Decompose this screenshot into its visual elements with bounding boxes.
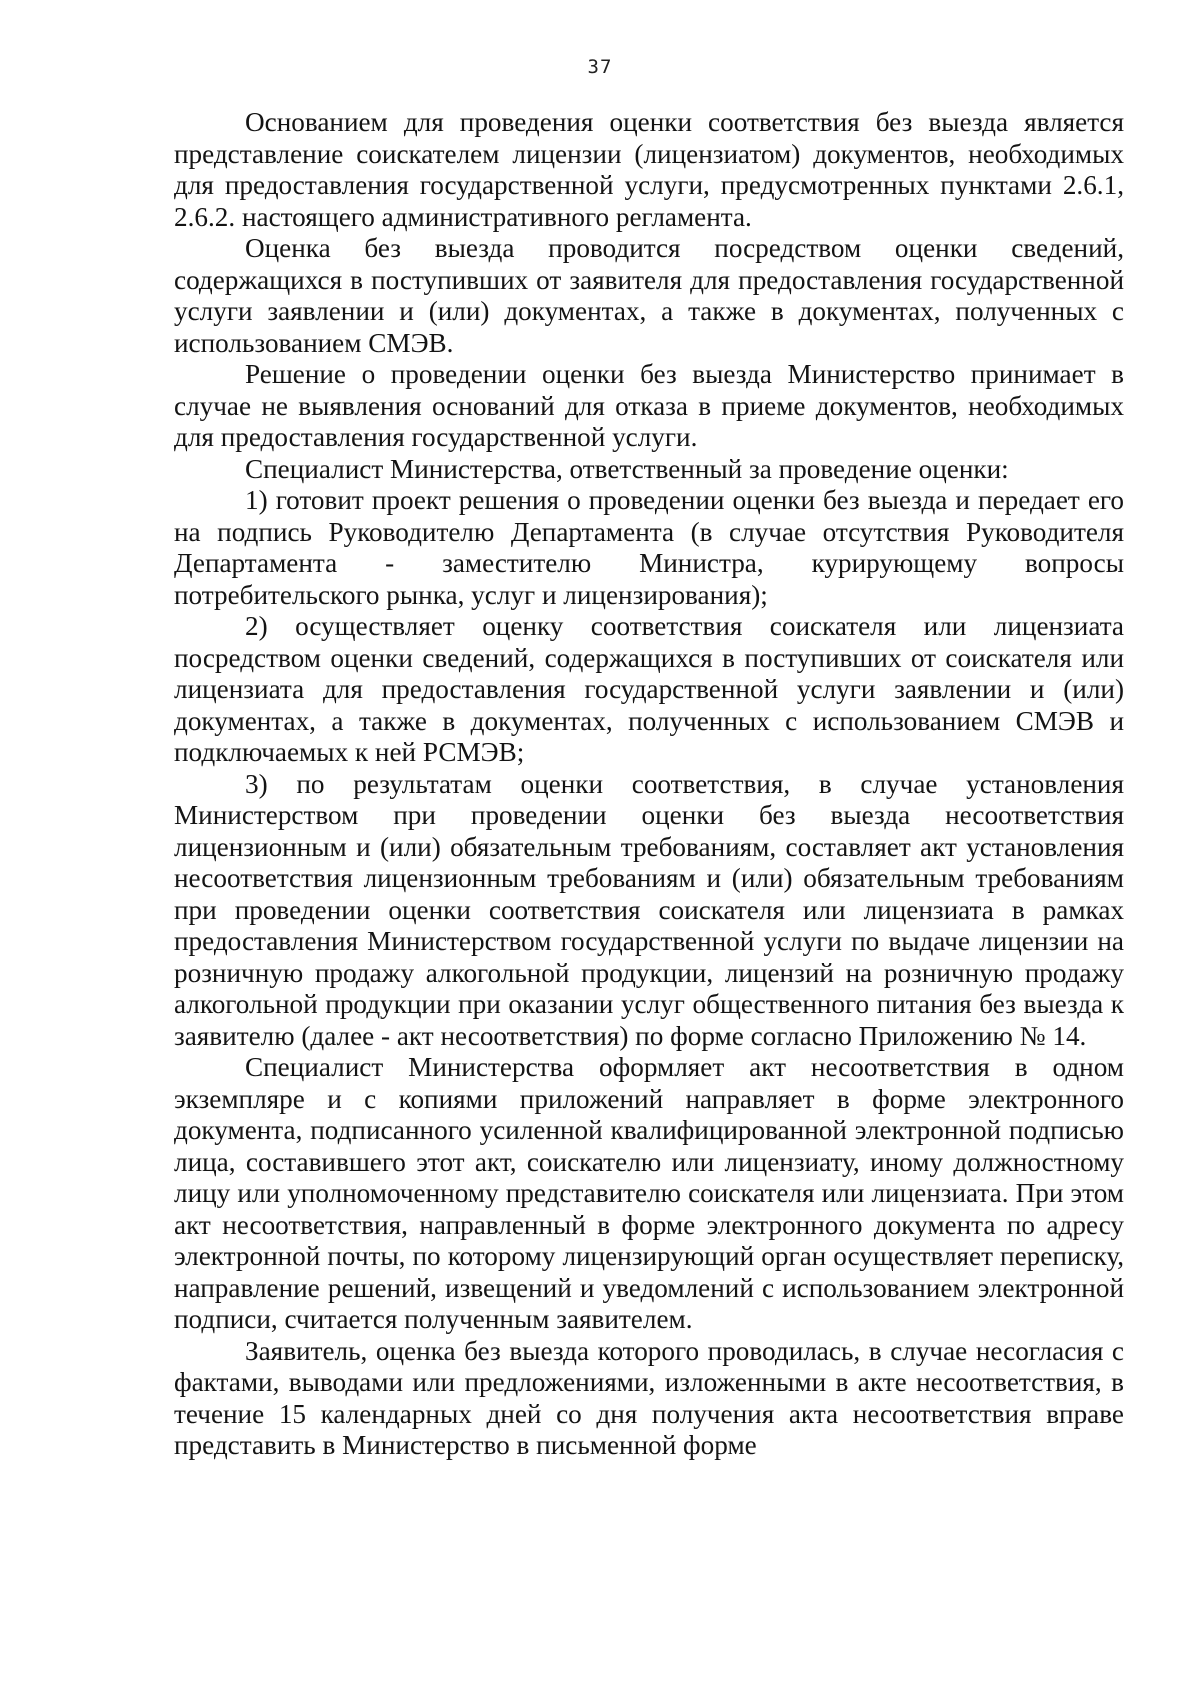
paragraph-applicant-objection: Заявитель, оценка без выезда которого проводилась, в случае несогласия с фактами, выводами или предложениями, изложенными в акте несоответствия, в течение 15 календарных дней со дня получения акта несоответствия вправе представить в Министерство в письменной форме: [174, 1335, 1124, 1460]
paragraph-item-1: 1) готовит проект решения о проведении оценки без выезда и передает его на подпись Руководителю Департамента (в случае отсутствия Руководителя Департамента - заместителю Министра, курирующему вопросы потребительского рынка, услуг и лицензирования);: [174, 485, 1124, 610]
paragraph-decision: Решение о проведении оценки без выезда Министерство принимает в случае не выявления оснований для отказа в приеме документов, необходимых для предоставления государственной услуги.: [174, 359, 1124, 452]
paragraph-basis: Основанием для проведения оценки соответствия без выезда является представление соискателем лицензии (лицензиатом) документов, необходимых для предоставления государственной услуги, предусмотренных пунктами 2.6.1, 2.6.2. настоящего административного регламента.: [174, 107, 1124, 232]
paragraph-item-2: 2) осуществляет оценку соответствия соискателя или лицензиата посредством оценки сведений, содержащихся в поступивших от соискателя или лицензиата для предоставления государственной услуги заявлении и (или) документах, а также в документах, полученных с использованием СМЭВ и подключаемых к ней РСМЭВ;: [174, 611, 1124, 767]
page-number: 37: [587, 56, 613, 78]
document-body: [174, 107, 1124, 1462]
paragraph-act-processing: Специалист Министерства оформляет акт несоответствия в одном экземпляре и с копиями приложений направляет в форме электронного документа, подписанного усиленной квалифицированной электронной подписью лица, составившего этот акт, соискателю или лицензиату, иному должностному лицу или уполномоченному представителю соискателя или лицензиата. При этом акт несоответствия, направленный в форме электронного документа по адресу электронной почты, по которому лицензирующий орган осуществляет переписку, направление решений, извещений и уведомлений с использованием электронной подписи, считается полученным заявителем.: [174, 1052, 1124, 1334]
paragraph-specialist: Специалист Министерства, ответственный за проведение оценки:: [245, 453, 1009, 484]
paragraph-assessment: Оценка без выезда проводится посредством оценки сведений, содержащихся в поступивших от заявителя для предоставления государственной услуги заявлении и (или) документах, а также в документах, полученных с использованием СМЭВ.: [174, 233, 1124, 358]
paragraph-item-3: 3) по результатам оценки соответствия, в случае установления Министерством при проведении оценки без выезда несоответствия лицензионным и (или) обязательным требованиям, составляет акт установления несоответствия лицензионным требованиям и (или) обязательным требованиям при проведении оценки соответствия соискателя или лицензиата в рамках предоставления Министерством государственной услуги по выдаче лицензии на розничную продажу алкогольной продукции, лицензий на розничную продажу алкогольной продукции при оказании услуг общественного питания без выезда к заявителю (далее - акт несоответствия) по форме согласно Приложению № 14.: [174, 768, 1124, 1051]
